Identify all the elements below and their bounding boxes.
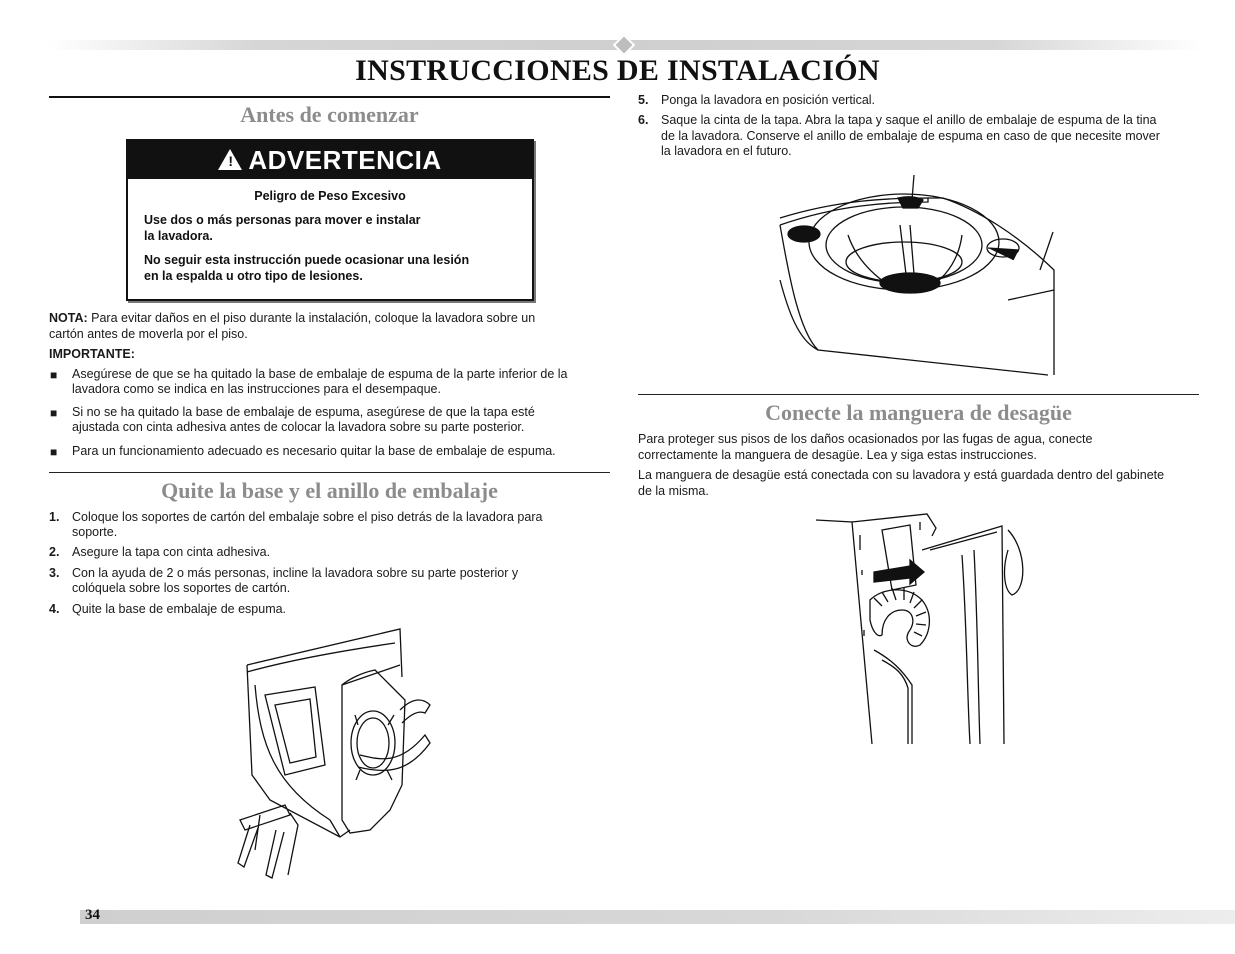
bullet-icon: ■ bbox=[50, 406, 58, 420]
step-number: 6. bbox=[638, 113, 649, 127]
bullet-text: Si no se ha quitado la base de embalaje de espuma, asegúrese de que la tapa esté bbox=[72, 405, 535, 419]
step-text: Saque la cinta de la tapa. Abra la tapa y saque el anillo de embalaje de espuma de la tina bbox=[661, 113, 1157, 127]
section-heading-before: Antes de comenzar bbox=[240, 102, 419, 127]
warning-line: la lavadora. bbox=[144, 229, 213, 243]
warning-line: No seguir esta instrucción puede ocasionar una lesión bbox=[144, 253, 470, 267]
warning-line: Use dos o más personas para mover e instalar bbox=[144, 213, 421, 227]
warning-header bbox=[128, 141, 532, 179]
section-heading-drain: Conecte la manguera de desagüe bbox=[765, 400, 1072, 425]
bullet-icon: ■ bbox=[50, 445, 58, 459]
step-text: Quite la base de embalaje de espuma. bbox=[72, 602, 287, 616]
drain-paragraph: de la misma. bbox=[638, 484, 709, 498]
section-divider bbox=[49, 472, 610, 473]
step-number: 2. bbox=[49, 545, 60, 559]
note-text: Para evitar daños en el piso durante la instalación, coloque la lavadora sobre un bbox=[87, 311, 536, 325]
warning-triangle-icon: ! bbox=[218, 149, 242, 170]
bullet-icon: ■ bbox=[50, 368, 58, 382]
step-text: Con la ayuda de 2 o más personas, incline la lavadora sobre su parte posterior y bbox=[72, 566, 519, 580]
bullet-text: Asegúrese de que se ha quitado la base de embalaje de espuma de la parte inferior de la bbox=[72, 367, 568, 381]
step-text: colóquela sobre los soportes de cartón. bbox=[72, 581, 291, 595]
step-text: Ponga la lavadora en posición vertical. bbox=[661, 93, 876, 107]
section-divider bbox=[638, 394, 1199, 395]
drain-paragraph: La manguera de desagüe está conectada con su lavadora y está guardada dentro del gabinete bbox=[638, 468, 1165, 482]
step-text: Coloque los soportes de cartón del embalaje sobre el piso detrás de la lavadora para bbox=[72, 510, 543, 524]
section-heading-remove: Quite la base y el anillo de embalaje bbox=[161, 478, 498, 503]
footer-decorative-bar bbox=[80, 910, 1235, 924]
section-divider bbox=[49, 96, 610, 98]
warning-box bbox=[126, 139, 534, 301]
step-number: 1. bbox=[49, 510, 60, 524]
warning-line: en la espalda u otro tipo de lesiones. bbox=[144, 269, 363, 283]
step-text: Asegure la tapa con cinta adhesiva. bbox=[72, 545, 271, 559]
diamond-ornament-icon bbox=[613, 34, 636, 57]
bullet-text: lavadora como se indica en las instrucciones para el desempaque. bbox=[72, 382, 441, 396]
page-number: 34 bbox=[85, 907, 100, 923]
step-number: 3. bbox=[49, 566, 60, 580]
bullet-text: Para un funcionamiento adecuado es necesario quitar la base de embalaje de espuma. bbox=[72, 444, 556, 458]
drain-hose-illustration bbox=[812, 510, 1034, 748]
washer-tub-illustration bbox=[778, 170, 1060, 380]
page-title: INSTRUCCIONES DE INSTALACIÓN bbox=[355, 54, 880, 87]
drain-paragraph: Para proteger sus pisos de los daños ocasionados por las fugas de agua, conecte bbox=[638, 432, 1093, 446]
step-number: 5. bbox=[638, 93, 649, 107]
note-paragraph bbox=[49, 311, 535, 327]
warning-label: ADVERTENCIA bbox=[248, 145, 442, 175]
bullet-text: ajustada con cinta adhesiva antes de colocar la lavadora sobre su parte posterior. bbox=[72, 420, 525, 434]
step-text: la lavadora en el futuro. bbox=[661, 144, 792, 158]
note-label: NOTA: bbox=[49, 311, 88, 325]
step-number: 4. bbox=[49, 602, 60, 616]
drain-paragraph: correctamente la manguera de desagüe. Lea y siga estas instrucciones. bbox=[638, 448, 1037, 462]
important-label: IMPORTANTE: bbox=[49, 347, 135, 361]
tilted-washer-illustration bbox=[230, 625, 440, 880]
warning-hazard: Peligro de Peso Excesivo bbox=[254, 189, 406, 203]
step-text: soporte. bbox=[72, 525, 118, 539]
note-text: cartón antes de moverla por el piso. bbox=[49, 327, 248, 341]
step-text: de la lavadora. Conserve el anillo de embalaje de espuma en caso de que necesite mover bbox=[661, 129, 1160, 143]
